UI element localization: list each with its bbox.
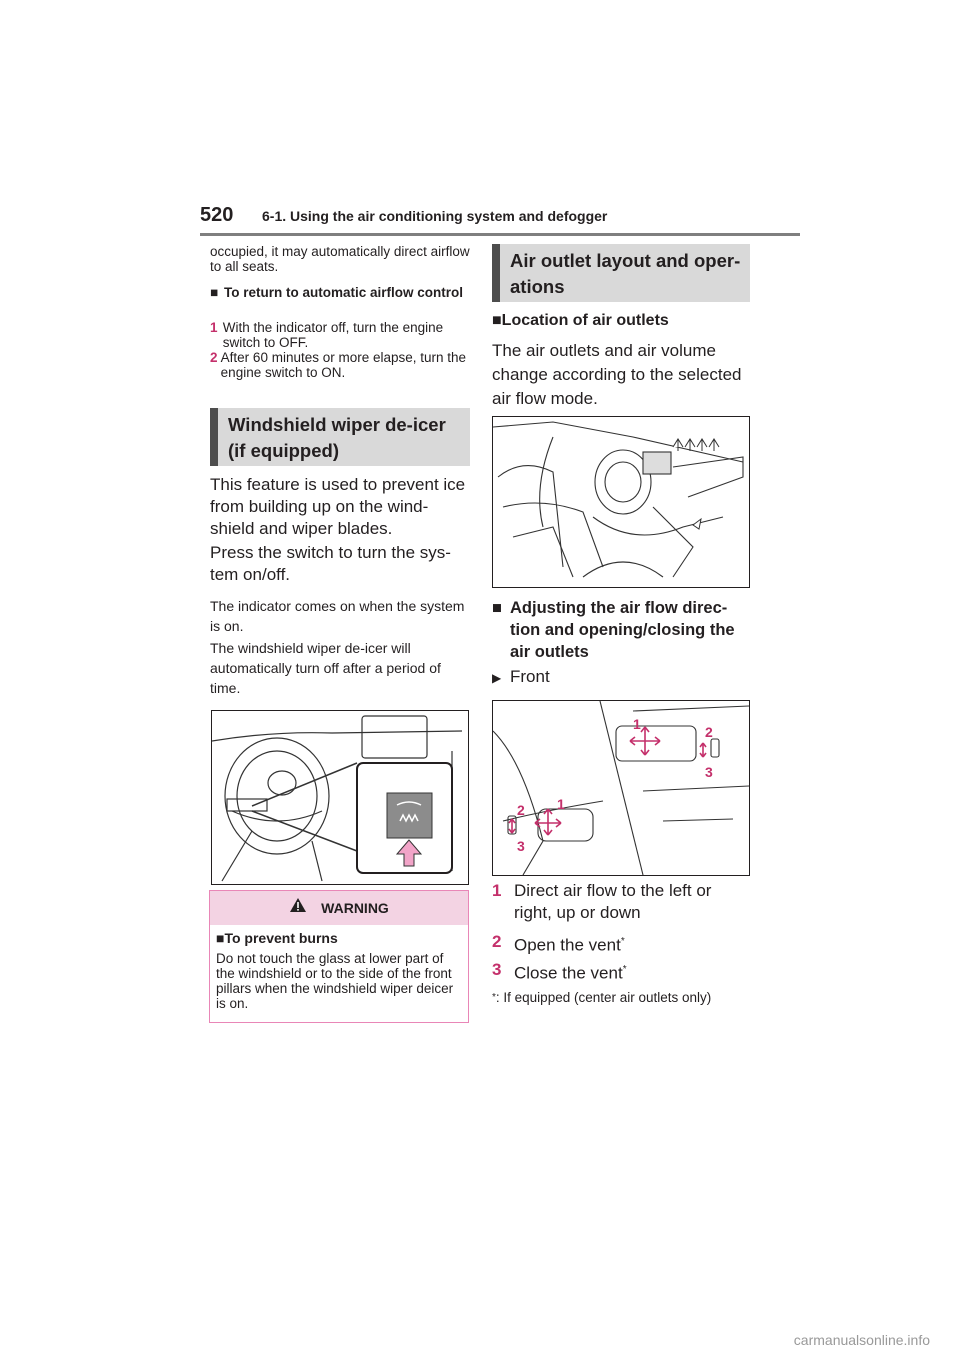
intro-text: occupied, it may automatically direct airflow to all seats. bbox=[210, 244, 470, 274]
footnote-mark: * bbox=[622, 964, 627, 975]
diagram-label-2: 2 bbox=[705, 724, 713, 740]
front-vents-illustration bbox=[492, 700, 750, 876]
diagram-label-1b: 1 bbox=[557, 796, 565, 812]
deicer-para-2: Press the switch to turn the sys-tem on/off. bbox=[210, 543, 451, 584]
airflow-arrows bbox=[673, 439, 719, 529]
deicer-switch-illustration bbox=[211, 710, 469, 885]
dashboard-drawing bbox=[212, 711, 468, 884]
footnote-mark: * bbox=[492, 992, 496, 1003]
item-number: 1 bbox=[492, 881, 502, 900]
step-2 bbox=[210, 350, 470, 380]
square-bullet-icon: ■ bbox=[492, 312, 502, 329]
page-number: 520 bbox=[200, 204, 234, 226]
section-title-deicer: Windshield wiper de-icer (if equipped) bbox=[210, 408, 470, 466]
location-text: The air outlets and air volume change according to the selected air flow mode. bbox=[492, 341, 742, 408]
warning-box bbox=[209, 890, 469, 1023]
air-outlet-location-illustration bbox=[492, 416, 750, 588]
warning-triangle-icon bbox=[289, 891, 307, 925]
diagram-label-1: 1 bbox=[633, 716, 641, 732]
square-bullet-icon: ■ bbox=[216, 930, 225, 946]
vent-drawing bbox=[493, 701, 749, 875]
car-interior-drawing bbox=[493, 417, 749, 587]
square-bullet-icon: ■ bbox=[492, 599, 502, 617]
item-2 bbox=[492, 931, 750, 957]
chapter-title: 6-1. Using the air conditioning system and defogger bbox=[262, 208, 608, 224]
footer-watermark: carmanualsonline.info bbox=[793, 1332, 930, 1348]
step-text: After 60 minutes or more elapse, turn the engine switch to ON. bbox=[220, 350, 467, 380]
warning-text: Do not touch the glass at lower part of the windshield or to the side of the front pillars when the windshield wiper deicer is on. bbox=[216, 951, 454, 1011]
deicer-note-2: The windshield wiper de-icer will automatically turn off after a period of time. bbox=[210, 640, 441, 696]
warning-header: WARNING bbox=[210, 891, 468, 925]
item-1 bbox=[492, 880, 750, 924]
footnote-text: : If equipped (center air outlets only) bbox=[495, 990, 712, 1005]
item-number: 2 bbox=[492, 932, 502, 951]
step-1 bbox=[210, 320, 470, 350]
section-title-air-outlets: Air outlet layout and oper-ations bbox=[492, 244, 750, 302]
front-label: ▶ Front bbox=[492, 666, 750, 689]
deicer-para-1: This feature is used to prevent ice from building up on the wind-shield and wiper blades. bbox=[210, 475, 466, 538]
triangle-bullet-icon: ▶ bbox=[492, 671, 502, 685]
diagram-label-3b: 3 bbox=[517, 838, 525, 854]
step-number: 1 bbox=[210, 320, 218, 335]
item-text: Direct air flow to the left or right, up or down bbox=[514, 881, 712, 922]
step-text: With the indicator off, turn the engine switch to OFF. bbox=[222, 320, 444, 350]
step-number: 2 bbox=[210, 350, 218, 365]
footnote bbox=[492, 988, 750, 1007]
return-heading: ■ To return to automatic airflow control bbox=[210, 285, 464, 300]
item-number: 3 bbox=[492, 960, 502, 979]
header-divider bbox=[200, 233, 800, 236]
location-heading: ■Location of air outlets bbox=[492, 312, 669, 329]
deicer-note-1: The indicator comes on when the system is on. bbox=[210, 598, 465, 634]
diagram-label-2b: 2 bbox=[517, 802, 525, 818]
warning-heading: ■To prevent burns bbox=[216, 930, 338, 946]
item-text: Open the vent bbox=[514, 935, 621, 955]
square-bullet-icon: ■ bbox=[210, 285, 219, 300]
footnote-mark: * bbox=[620, 936, 625, 947]
adjust-heading: ■ Adjusting the air flow direc-tion and opening/closing the air outlets bbox=[492, 599, 735, 661]
diagram-label-3: 3 bbox=[705, 764, 713, 780]
item-3 bbox=[492, 959, 750, 985]
item-text: Close the vent bbox=[514, 963, 623, 983]
